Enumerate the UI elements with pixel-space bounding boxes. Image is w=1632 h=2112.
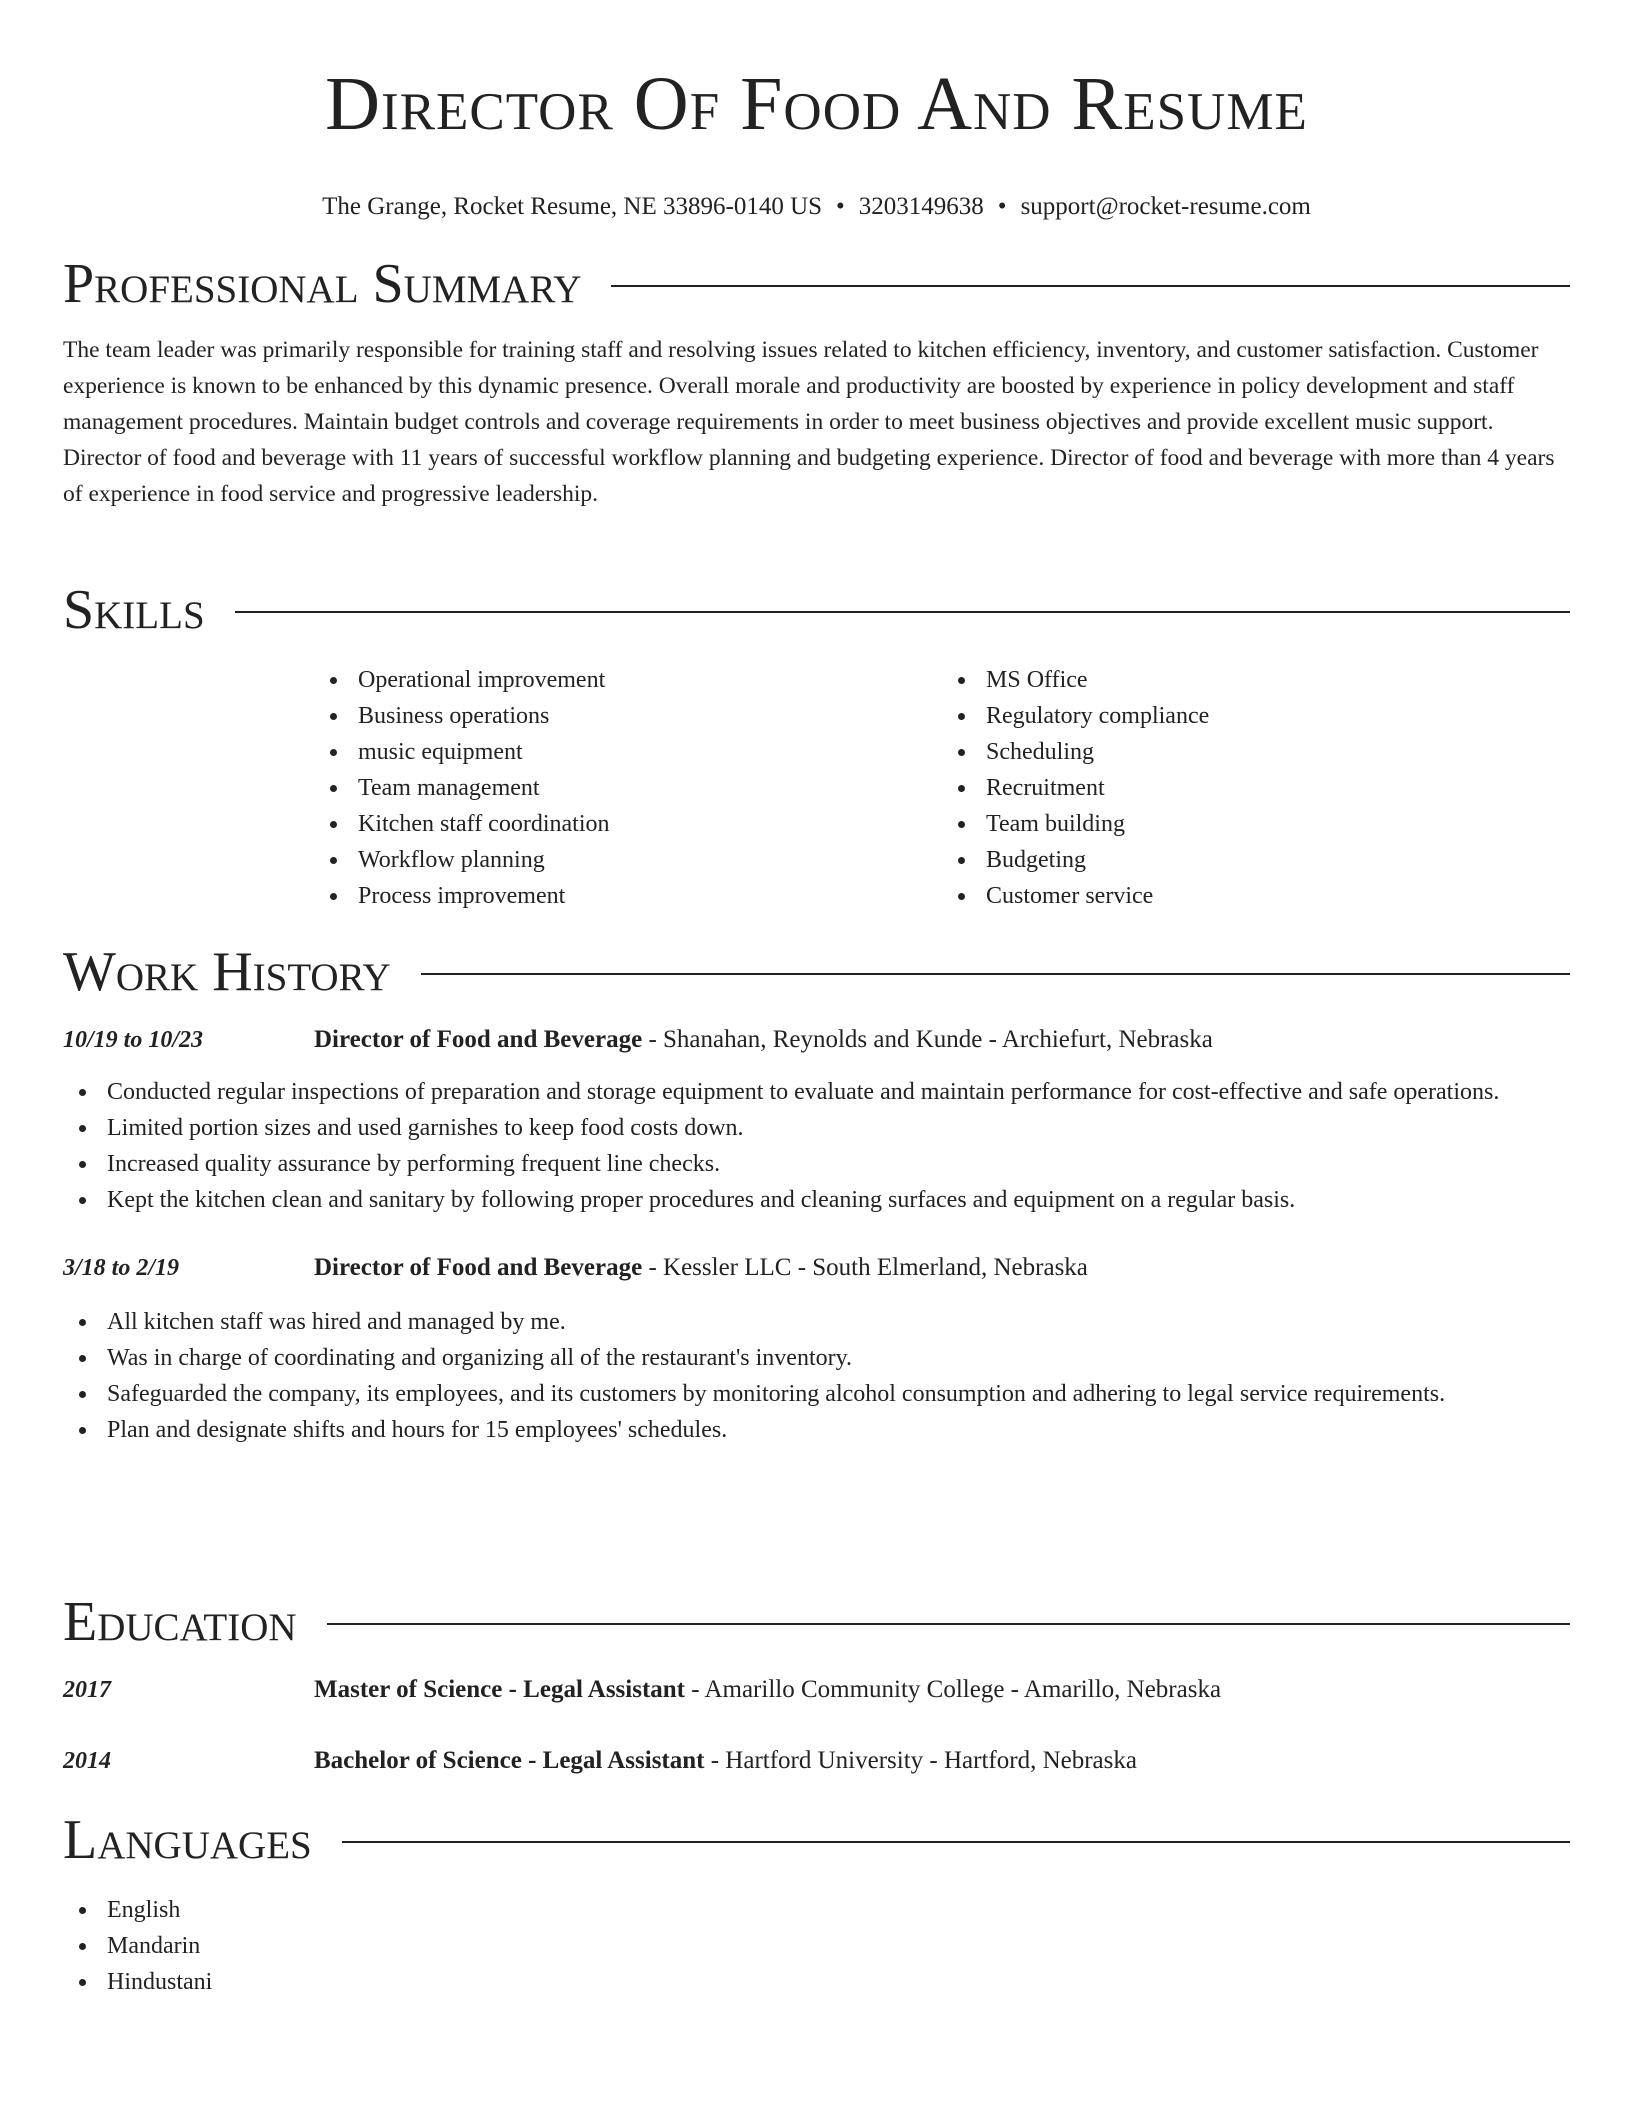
job-dates: 3/18 to 2/19 (63, 1255, 180, 1281)
job-header (63, 1022, 1570, 1058)
job-bullet: Limited portion sizes and used garnishes to keep food costs down. (107, 1110, 1570, 1146)
education-year: 2017 (63, 1677, 111, 1703)
education-entry (63, 1743, 1570, 1779)
job-bullet: Kept the kitchen clean and sanitary by following proper procedures and cleaning surfaces and equipment on a regular basis. (107, 1182, 1570, 1218)
job-header (63, 1250, 1570, 1286)
skills-list-right (942, 662, 1570, 914)
job-bullet: Safeguarded the company, its employees, and its customers by monitoring alcohol consumption and adhering to legal service requirements. (107, 1376, 1570, 1412)
job-bullet: Conducted regular inspections of preparation and storage equipment to evaluate and maintain performance for cost-effective and safe operations. (107, 1074, 1570, 1110)
skill-item: Budgeting (986, 842, 1570, 878)
job-dates: 10/19 to 10/23 (63, 1027, 204, 1053)
languages-section (63, 1808, 1570, 2000)
job-bullets (63, 1074, 1570, 1218)
education-degree: Master of Science - Legal Assistant (314, 1676, 686, 1703)
job-bullet: Increased quality assurance by performing frequent line checks. (107, 1146, 1570, 1182)
education-school: - Hartford University - Hartford, Nebraska (704, 1747, 1137, 1774)
skill-item: Customer service (986, 878, 1570, 914)
skill-item: Process improvement (358, 878, 942, 914)
contact-separator: • (836, 193, 845, 220)
contact-address: The Grange, Rocket Resume, NE 33896-0140 US (322, 193, 823, 220)
skill-item: Kitchen staff coordination (358, 806, 942, 842)
skills-heading (63, 578, 1570, 642)
skill-item: MS Office (986, 662, 1570, 698)
resume-name: Director Of Food And Resume (325, 62, 1308, 146)
job-company: - Kessler LLC - South Elmerland, Nebraska (642, 1254, 1088, 1281)
skills-list-left (314, 662, 942, 914)
contact-line (63, 192, 1570, 222)
section-divider (421, 973, 1570, 975)
skill-item: Team building (986, 806, 1570, 842)
languages-list (63, 1892, 1570, 2000)
section-title: Education (63, 1591, 297, 1653)
section-divider (611, 285, 1570, 287)
work-history-section (63, 940, 1570, 1448)
education-line (314, 1743, 1137, 1779)
section-divider (235, 611, 1570, 613)
summary-heading (63, 252, 1570, 316)
job-entry (63, 1250, 1570, 1448)
resume-page (63, 0, 1570, 1995)
job-bullet: Plan and designate shifts and hours for 15 employees' schedules. (107, 1412, 1570, 1448)
job-title-line (314, 1250, 1088, 1286)
section-divider (327, 1623, 1570, 1625)
summary-section (63, 252, 1570, 512)
education-heading (63, 1590, 1570, 1654)
education-section (63, 1590, 1570, 1779)
section-title: Languages (63, 1809, 312, 1871)
contact-separator: • (997, 193, 1007, 220)
language-item: Mandarin (107, 1928, 1570, 1964)
contact-phone: 3203149638 (858, 193, 984, 220)
section-title: Professional Summary (63, 253, 582, 315)
skill-item: Team management (358, 770, 942, 806)
language-item: Hindustani (107, 1964, 1570, 2000)
work-history-heading (63, 940, 1570, 1004)
skills-columns (314, 662, 1570, 914)
job-entry (63, 1022, 1570, 1218)
contact-email: support@rocket-resume.com (1020, 193, 1311, 220)
job-bullet: Was in charge of coordinating and organizing all of the restaurant's inventory. (107, 1340, 1570, 1376)
skill-item: Workflow planning (358, 842, 942, 878)
language-item: English (107, 1892, 1570, 1928)
section-divider (342, 1841, 1570, 1843)
skill-item: Business operations (358, 698, 942, 734)
education-degree: Bachelor of Science - Legal Assistant (314, 1747, 705, 1774)
job-company: - Shanahan, Reynolds and Kunde - Archiefurt, Nebraska (642, 1026, 1213, 1053)
job-bullet: All kitchen staff was hired and managed by me. (107, 1304, 1570, 1340)
skill-item: Regulatory compliance (986, 698, 1570, 734)
languages-heading (63, 1808, 1570, 1872)
section-title: Work History (63, 941, 391, 1003)
job-role: Director of Food and Beverage (314, 1026, 643, 1053)
education-school: - Amarillo Community College - Amarillo, Nebraska (685, 1676, 1222, 1703)
education-line (314, 1672, 1221, 1708)
job-title-line (314, 1022, 1213, 1058)
summary-text: The team leader was primarily responsible for training staff and resolving issues related to kitchen efficiency, inventory, and customer satisfaction. Customer experience is known to be enhanced by this dynamic presence. Overall morale and productivity are boosted by experience in policy development and staff management procedures. Maintain budget controls and coverage requirements in order to meet business objectives and provide excellent music support. Director of food and beverage with 11 years of successful workflow planning and budgeting experience. Director of food and beverage with more than 4 years of experience in food service and progressive leadership. (63, 337, 1555, 507)
skill-item: music equipment (358, 734, 942, 770)
skills-section (63, 578, 1570, 914)
skill-item: Operational improvement (358, 662, 942, 698)
job-bullets (63, 1304, 1570, 1448)
job-role: Director of Food and Beverage (314, 1254, 643, 1281)
education-year: 2014 (63, 1748, 111, 1774)
skill-item: Recruitment (986, 770, 1570, 806)
education-entry (63, 1672, 1570, 1708)
section-title: Skills (63, 579, 205, 641)
skill-item: Scheduling (986, 734, 1570, 770)
